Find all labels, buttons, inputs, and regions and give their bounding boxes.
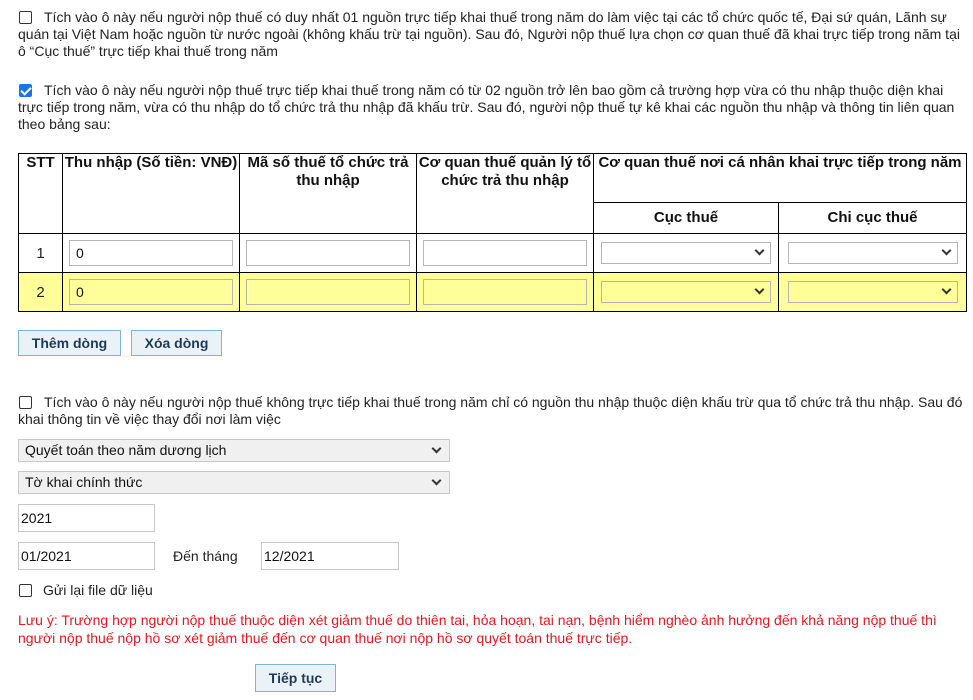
settlement-type-select[interactable]: Quyết toán theo năm dương lịch bbox=[18, 439, 450, 462]
income-input[interactable]: 0 bbox=[69, 279, 233, 305]
chevron-down-icon bbox=[755, 246, 765, 256]
header-cuc-thue: Cục thuế bbox=[594, 203, 779, 234]
chi-cuc-thue-select[interactable] bbox=[788, 281, 958, 303]
to-month-label: Đến tháng bbox=[173, 548, 238, 564]
chi-cuc-thue-select[interactable] bbox=[788, 242, 958, 264]
tax-agency-input[interactable] bbox=[423, 240, 587, 266]
header-income: Thu nhập (Số tiền: VNĐ) bbox=[63, 154, 240, 234]
tax-code-input[interactable] bbox=[246, 279, 410, 305]
income-input[interactable]: 0 bbox=[69, 240, 233, 266]
delete-row-button[interactable]: Xóa dòng bbox=[131, 330, 222, 356]
chevron-down-icon bbox=[432, 476, 442, 486]
chevron-down-icon bbox=[755, 285, 765, 295]
resend-checkbox[interactable] bbox=[19, 584, 32, 597]
cuc-thue-select[interactable] bbox=[601, 242, 771, 264]
cuc-thue-select[interactable] bbox=[601, 281, 771, 303]
resend-label[interactable]: Gửi lại file dữ liệu bbox=[43, 582, 153, 598]
option3-text: Tích vào ô này nếu người nộp thuế không trực tiếp khai thuế trong năm chỉ có nguồn thu nhập thuộc diện khấu trừ qua tổ chức trả thu nhập. Sau đó khai thông tin về việc thay đổi nơi làm việc bbox=[18, 394, 963, 427]
option1-text: Tích vào ô này nếu người nộp thuế có duy nhất 01 nguồn trực tiếp khai thuế trong năm do làm việc tại các tổ chức quốc tế, Đại sứ quán, Lãnh sự quán tại Việt Nam hoặc nguồn từ nước ngoài (không khấu trừ tại nguồn). Sau đó, Người nộp thuế lựa chọn cơ quan thuế đã khai trực tiếp trong năm tại ô “Cục thuế” trực tiếp khai thuế trong năm bbox=[18, 9, 960, 59]
chevron-down-icon bbox=[941, 246, 951, 256]
continue-button[interactable]: Tiếp tục bbox=[255, 664, 336, 692]
income-sources-table bbox=[18, 153, 967, 312]
from-month-input[interactable]: 01/2021 bbox=[18, 542, 155, 570]
chevron-down-icon bbox=[432, 444, 442, 454]
to-month-input[interactable]: 12/2021 bbox=[261, 542, 399, 570]
table-row bbox=[19, 273, 967, 312]
declaration-type-select[interactable]: Tờ khai chính thức bbox=[18, 471, 450, 494]
row-stt: 2 bbox=[19, 273, 63, 312]
tax-agency-input[interactable] bbox=[423, 279, 587, 305]
header-tax-code: Mã số thuế tổ chức trả thu nhập bbox=[240, 154, 417, 234]
chevron-down-icon bbox=[941, 285, 951, 295]
row-stt: 1 bbox=[19, 234, 63, 273]
header-chi-cuc-thue: Chi cục thuế bbox=[779, 203, 967, 234]
header-direct-agency: Cơ quan thuế nơi cá nhân khai trực tiếp trong năm bbox=[594, 154, 967, 203]
tax-code-input[interactable] bbox=[246, 240, 410, 266]
table-row bbox=[19, 234, 967, 273]
add-row-button[interactable]: Thêm dòng bbox=[18, 330, 121, 356]
header-stt: STT bbox=[19, 154, 63, 234]
option2-text: Tích vào ô này nếu người nộp thuế trực tiếp khai thuế trong năm có từ 02 nguồn trở lên bao gồm cả trường hợp vừa có thu nhập thuộc diện khai trực tiếp trong năm, vừa có thu nhập do tổ chức trả thu nhập đã khấu trừ. Sau đó, người nộp thuế tự kê khai các nguồn thu nhập và thông tin liên quan theo bảng sau: bbox=[18, 82, 955, 132]
header-tax-agency: Cơ quan thuế quản lý tổ chức trả thu nhập bbox=[417, 154, 594, 234]
warning-note: Lưu ý: Trường hợp người nộp thuế thuộc diện xét giảm thuế do thiên tai, hỏa hoạn, tai nạn, bệnh hiểm nghèo ảnh hưởng đến khả năng nộp thuế thì người nộp thuế nộp hồ sơ xét giảm thuế đến cơ quan thuế nơi nộp hồ sơ quyết toán thuế trực tiếp. bbox=[18, 612, 937, 646]
year-input[interactable]: 2021 bbox=[18, 504, 155, 532]
